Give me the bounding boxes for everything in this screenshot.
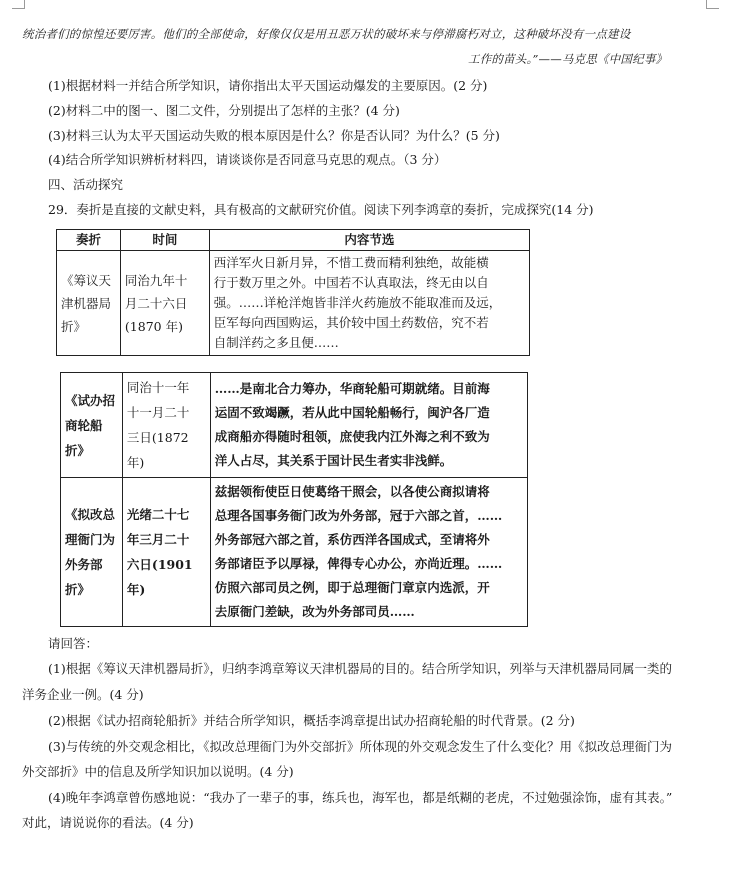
- question-28-3: (3)材料三认为太平天国运动失败的根本原因是什么？你是否认同？为什么？(5 分): [48, 128, 500, 143]
- memorial-title-foreign-ministry: 《拟改总 理衙门为 外务部 折》: [61, 478, 123, 627]
- header-time: 时间: [120, 230, 209, 251]
- memorial-table-part-1: [56, 229, 530, 356]
- memorial-content-tianjin: 西洋军火日新月异，不惜工费而精利独绝，故能横 行于数万里之外。中国若不认真取法，终无由以自 强。……详枪洋炮皆非洋火药施放不能取准而及远， 臣军每向西国购运，其价较中国土药数倍，究不若 自制洋药之多且便……: [209, 251, 529, 356]
- header-content: 内容节选: [209, 230, 529, 251]
- question-28-1: (1)根据材料一并结合所学知识，请你指出太平天国运动爆发的主要原因。(2 分): [48, 78, 488, 93]
- question-29-3-line-1: (3)与传统的外交观念相比，《拟改总理衙门为外交部折》所体现的外交观念发生了什么变化？用《拟改总理衙门为: [48, 739, 672, 754]
- memorial-time-tianjin: 同治九年十 月二十六日 (1870 年): [120, 251, 209, 356]
- memorial-time-shipping: 同治十一年 十一月二十 三日(1872 年): [122, 373, 210, 478]
- header-memorial: 奏折: [57, 230, 121, 251]
- question-29-3-line-2: 外交部折》中的信息及所学知识加以说明。(4 分): [22, 764, 294, 779]
- question-29-1-line-1: (1)根据《筹议天津机器局折》，归纳李鸿章筹议天津机器局的目的。结合所学知识，列举与天津机器局同属一类的: [48, 661, 672, 676]
- question-28-2: (2)材料二中的图一、图二文件，分别提出了怎样的主张？(4 分): [48, 103, 400, 118]
- memorial-content-foreign-ministry: 兹据领衔使臣日使葛络干照会，以各使公商拟请将 总理各国事务衙门改为外务部，冠于六部之首，…… 外务部冠六部之首，系仿西洋各国成式，至请将外 务部诸臣予以厚禄，俾得专心办公，亦尚近理。…… 仿照六部司员之例，即于总理衙门章京内选派，开 去原衙门差缺，改为外务部司员……: [210, 478, 527, 627]
- question-29-4-line-2: 对此，请说说你的看法。(4 分): [22, 815, 194, 830]
- answer-prompt: 请回答：: [48, 636, 99, 651]
- question-29-4-line-1: (4)晚年李鸿章曾伤感地说：“我办了一辈子的事，练兵也，海军也，都是纸糊的老虎，不过勉强涂饰，虚有其表。”: [48, 790, 673, 805]
- memorial-title-shipping: 《试办招 商轮船 折》: [61, 373, 123, 478]
- question-29-intro: 29．奏折是直接的文献史料，具有极高的文献研究价值。阅读下列李鸿章的奏折，完成探究(14 分): [48, 202, 594, 217]
- table-row: [57, 251, 530, 356]
- table-row: [61, 373, 528, 478]
- page-corner-mark-right: [706, 0, 719, 9]
- quote-text-line-1: 统治者们的惊惶还要厉害。他们的全部使命，好像仅仅是用丑恶万状的破坏来与停滞腐朽对立，这种破坏没有一点建设: [22, 27, 631, 41]
- quote-text-line-2: 工作的苗头。”——马克思《中国纪事》: [468, 52, 668, 66]
- section-title: 四、活动探究: [48, 177, 124, 192]
- memorial-content-shipping: ……是南北合力筹办，华商轮船可期就绪。目前海 运固不致竭蹶，若从此中国轮船畅行，闽沪各厂造 成商船亦得随时租领，庶使我内江外海之利不致为 洋人占尽，其关系于国计民生者实非浅鲜。: [210, 373, 527, 478]
- question-29-1-line-2: 洋务企业一例。(4 分): [22, 687, 144, 702]
- memorial-table-part-2: [60, 372, 528, 627]
- page-corner-mark-left: [12, 0, 25, 9]
- memorial-title-tianjin: 《筹议天 津机器局 折》: [57, 251, 121, 356]
- question-29-2: (2)根据《试办招商轮船折》并结合所学知识，概括李鸿章提出试办招商轮船的时代背景。(2 分): [48, 713, 575, 728]
- memorial-time-foreign-ministry: 光绪二十七 年三月二十 六日(1901 年): [122, 478, 210, 627]
- table-row: [61, 478, 528, 627]
- table-header-row: [57, 230, 530, 251]
- question-28-4: (4)结合所学知识辨析材料四，请谈谈你是否同意马克思的观点。（3 分）: [48, 152, 447, 167]
